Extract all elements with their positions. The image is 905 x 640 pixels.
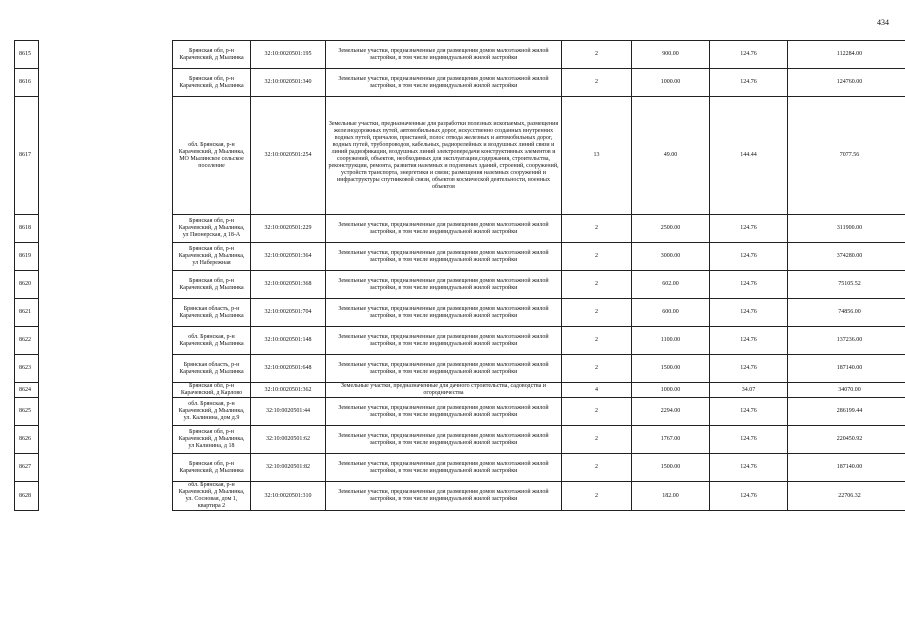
address-cell: Брянская обл, р-н Карачевский, д Мылинка [173,454,251,482]
unit-value-cell: 124.76 [710,243,788,271]
row-number: 8628 [15,482,39,511]
address-cell: Брянская обл, р-н Карачевский, д Карлово [173,383,251,398]
area-cell: 1767.00 [632,426,710,454]
row-number: 8624 [15,383,39,398]
row-number: 8627 [15,454,39,482]
land-use-cell: Земельные участки, предназначенные для размещения домов малоэтажной жилой застройки, в том числе индивидуальной жилой застройки [326,426,562,454]
group-cell: 2 [562,271,632,299]
address-cell: обл. Брянская, р-н Карачевский, д Мылинка, МО Мылинское сельское поселение [173,97,251,215]
area-cell: 602.00 [632,271,710,299]
table-row [15,327,905,355]
area-cell: 2500.00 [632,215,710,243]
spacer-cell [39,383,173,398]
row-number: 8619 [15,243,39,271]
row-number: 8620 [15,271,39,299]
cadastral-number-cell: 32:10:0020501:229 [251,215,326,243]
table-row [15,355,905,383]
cadastral-value-cell: 124760.00 [788,69,905,97]
row-number: 8621 [15,299,39,327]
land-use-cell: Земельные участки, предназначенные для размещения домов малоэтажной жилой застройки, в том числе индивидуальной жилой застройки [326,41,562,69]
cadastral-number-cell: 32:10:0020501:362 [251,383,326,398]
row-number: 8616 [15,69,39,97]
row-number: 8623 [15,355,39,383]
land-use-cell: Земельные участки, предназначенные для размещения домов малоэтажной жилой застройки, в том числе индивидуальной жилой застройки [326,243,562,271]
area-cell: 3000.00 [632,243,710,271]
cadastral-value-cell: 137236.00 [788,327,905,355]
cadastral-value-cell: 220450.92 [788,426,905,454]
table-row [15,271,905,299]
unit-value-cell: 124.76 [710,482,788,511]
land-use-cell: Земельные участки, предназначенные для размещения домов малоэтажной жилой застройки, в том числе индивидуальной жилой застройки [326,69,562,97]
spacer-cell [39,299,173,327]
cadastral-number-cell: 32:10:0020501:44 [251,398,326,426]
spacer-cell [39,69,173,97]
table-row [15,383,905,398]
area-cell: 900.00 [632,41,710,69]
cadastral-value-cell: 22706.32 [788,482,905,511]
unit-value-cell: 144.44 [710,97,788,215]
table-row [15,69,905,97]
land-use-cell: Земельные участки, предназначенные для размещения домов малоэтажной жилой застройки, в том числе индивидуальной жилой застройки [326,355,562,383]
unit-value-cell: 124.76 [710,398,788,426]
page-number: 434 [877,18,889,27]
group-cell: 2 [562,41,632,69]
cadastral-value-cell: 7077.56 [788,97,905,215]
spacer-cell [39,426,173,454]
cadastral-number-cell: 32:10:0020501:310 [251,482,326,511]
area-cell: 1500.00 [632,454,710,482]
cadastral-number-cell: 32:10:0020501:195 [251,41,326,69]
area-cell: 1000.00 [632,69,710,97]
unit-value-cell: 124.76 [710,454,788,482]
group-cell: 2 [562,426,632,454]
cadastral-number-cell: 32:10:0020501:148 [251,327,326,355]
cadastral-number-cell: 32:10:0020501:364 [251,243,326,271]
group-cell: 2 [562,243,632,271]
cadastral-number-cell: 32:10:0020501:62 [251,426,326,454]
unit-value-cell: 124.76 [710,426,788,454]
address-cell: обл. Брянская, р-н Карачевский, д Мылинка, ул. Сосновая, дом 1, квартира 2 [173,482,251,511]
cadastral-value-cell: 74856.00 [788,299,905,327]
group-cell: 2 [562,454,632,482]
spacer-cell [39,482,173,511]
row-number: 8622 [15,327,39,355]
address-cell: обл. Брянская, р-н Карачевский, д Мылинка, ул. Калинина, дом д.9 [173,398,251,426]
cadastral-value-cell: 311900.00 [788,215,905,243]
cadastral-value-cell: 187140.00 [788,454,905,482]
group-cell: 2 [562,398,632,426]
cadastral-number-cell: 32:10:0020501:340 [251,69,326,97]
area-cell: 1000.00 [632,383,710,398]
address-cell: обл. Брянская, р-н Карачевский, д Мылинка [173,327,251,355]
unit-value-cell: 124.76 [710,299,788,327]
cadastral-number-cell: 32:10:0020501:368 [251,271,326,299]
group-cell: 2 [562,299,632,327]
table-row [15,41,905,69]
spacer-cell [39,454,173,482]
cadastral-number-cell: 32:10:0020501:254 [251,97,326,215]
spacer-cell [39,97,173,215]
address-cell: Брянская обл, р-н Карачевский, д Мылинка, ул Пионерская, д 18-А [173,215,251,243]
group-cell: 13 [562,97,632,215]
land-use-cell: Земельные участки, предназначенные для размещения домов малоэтажной жилой застройки, в том числе индивидуальной жилой застройки [326,398,562,426]
area-cell: 49.00 [632,97,710,215]
address-cell: Брянская область, р-н Карачевский, д Мылинка [173,299,251,327]
table-row [15,243,905,271]
land-use-cell: Земельные участки, предназначенные для размещения домов малоэтажной жилой застройки, в том числе индивидуальной жилой застройки [326,327,562,355]
cadastral-number-cell: 32:10:0020501:648 [251,355,326,383]
address-cell: Брянская обл, р-н Карачевский, д Мылинка [173,41,251,69]
area-cell: 182.00 [632,482,710,511]
group-cell: 2 [562,355,632,383]
unit-value-cell: 124.76 [710,215,788,243]
land-use-cell: Земельные участки, предназначенные для размещения домов малоэтажной жилой застройки, в том числе индивидуальной жилой застройки [326,271,562,299]
row-number: 8626 [15,426,39,454]
cadastral-value-cell: 34070.00 [788,383,905,398]
address-cell: Брянская область, р-н Карачевский, д Мылинка [173,355,251,383]
table-row [15,97,905,215]
cadastral-number-cell: 32:10:0020501:704 [251,299,326,327]
table-row [15,299,905,327]
table-row [15,426,905,454]
cadastral-value-cell: 286199.44 [788,398,905,426]
land-use-cell: Земельные участки, предназначенные для размещения домов малоэтажной жилой застройки, в том числе индивидуальной жилой застройки [326,215,562,243]
group-cell: 2 [562,215,632,243]
group-cell: 4 [562,383,632,398]
spacer-cell [39,355,173,383]
area-cell: 600.00 [632,299,710,327]
group-cell: 2 [562,327,632,355]
cadastral-value-cell: 75105.52 [788,271,905,299]
land-use-cell: Земельные участки, предназначенные для разработки полезных ископаемых, размещения железнодорожных путей, автомобильных дорог, искусственно созданных внутренних водных путей, причалов, пристаней, полос отвода железных и автомобильных дорог, водных путей, трубопроводов, кабельных, радиорелейных и воздушных линий связи и линий радиофикации, воздушных линий электропередачи конструктивных элементов и сооружений, объектов, необходимых для эксплуатации,содержания, строительства, реконструкции, ремонта, развития наземных и подземных зданий, строений, сооружений, устройств транспорта, энергетики и связи; размещения наземных сооружений и инфраструктуры спутниковой связи, объектов космической деятельности, военных объектов [326,97,562,215]
cadastral-value-cell: 374280.00 [788,243,905,271]
table-row [15,215,905,243]
unit-value-cell: 124.76 [710,41,788,69]
land-use-cell: Земельные участки, предназначенные для размещения домов малоэтажной жилой застройки, в том числе индивидуальной жилой застройки [326,482,562,511]
cadastral-value-table [14,40,905,511]
cadastral-value-cell: 112284.00 [788,41,905,69]
unit-value-cell: 124.76 [710,271,788,299]
address-cell: Брянская обл, р-н Карачевский, д Мылинка [173,69,251,97]
land-use-cell: Земельные участки, предназначенные для дачного строительства, садоводства и огородничества [326,383,562,398]
row-number: 8615 [15,41,39,69]
unit-value-cell: 124.76 [710,327,788,355]
table-row [15,482,905,511]
row-number: 8618 [15,215,39,243]
land-use-cell: Земельные участки, предназначенные для размещения домов малоэтажной жилой застройки, в том числе индивидуальной жилой застройки [326,299,562,327]
unit-value-cell: 34.07 [710,383,788,398]
row-number: 8625 [15,398,39,426]
table-row [15,398,905,426]
spacer-cell [39,327,173,355]
address-cell: Брянская обл, р-н Карачевский, д Мылинка, ул Калинина, д 18 [173,426,251,454]
address-cell: Брянская обл, р-н Карачевский, д Мылинка, ул Набережная [173,243,251,271]
area-cell: 1100.00 [632,327,710,355]
area-cell: 1500.00 [632,355,710,383]
spacer-cell [39,41,173,69]
unit-value-cell: 124.76 [710,69,788,97]
spacer-cell [39,271,173,299]
area-cell: 2294.00 [632,398,710,426]
group-cell: 2 [562,69,632,97]
spacer-cell [39,243,173,271]
group-cell: 2 [562,482,632,511]
table-row [15,454,905,482]
row-number: 8617 [15,97,39,215]
spacer-cell [39,215,173,243]
address-cell: Брянская обл, р-н Карачевский, д Мылинка [173,271,251,299]
land-use-cell: Земельные участки, предназначенные для размещения домов малоэтажной жилой застройки, в том числе индивидуальной жилой застройки [326,454,562,482]
unit-value-cell: 124.76 [710,355,788,383]
cadastral-number-cell: 32:10:0020501:82 [251,454,326,482]
cadastral-value-cell: 187140.00 [788,355,905,383]
spacer-cell [39,398,173,426]
